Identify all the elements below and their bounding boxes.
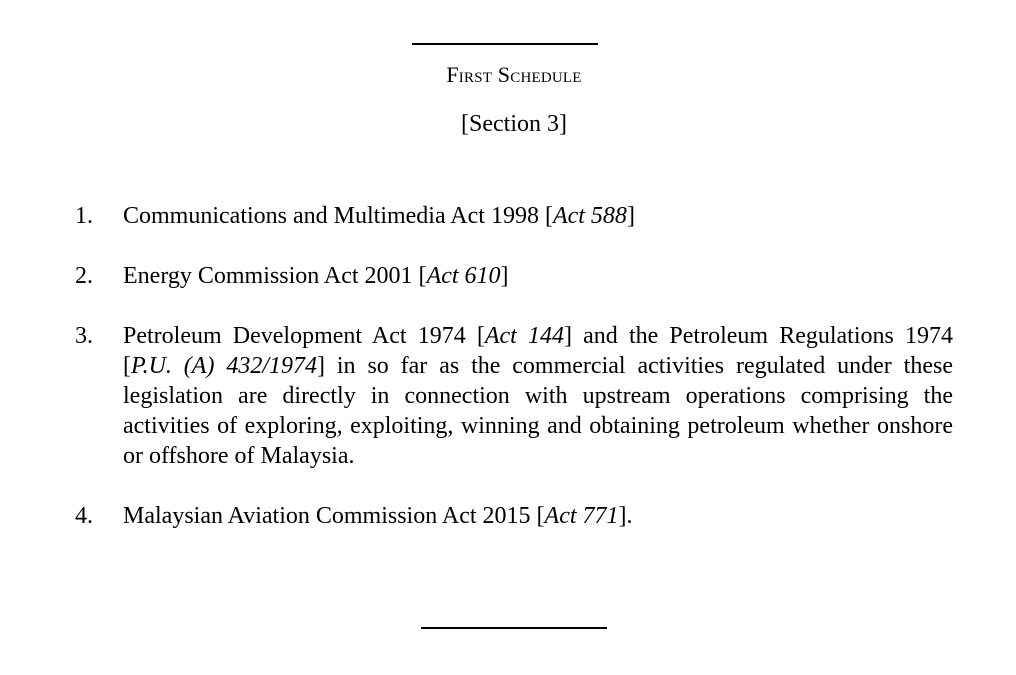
bottom-divider bbox=[421, 627, 607, 629]
item-number: 2. bbox=[75, 263, 93, 289]
list-item bbox=[75, 201, 953, 231]
list-item bbox=[75, 261, 953, 291]
item-text-after: ] bbox=[500, 263, 509, 289]
regulation-reference: P.U. (A) 432/1974 bbox=[131, 353, 317, 379]
item-text bbox=[123, 321, 953, 471]
item-text-before: Malaysian Aviation Commission Act 2015 [ bbox=[123, 503, 545, 529]
act-reference: Act 610 bbox=[426, 263, 501, 289]
item-text-middle: ] and the Petroleum Regulations 1974 [ bbox=[123, 323, 954, 379]
top-divider bbox=[412, 43, 598, 45]
list-item bbox=[75, 321, 953, 471]
item-text bbox=[123, 501, 953, 531]
item-text bbox=[123, 201, 953, 231]
item-number: 1. bbox=[75, 203, 93, 229]
item-number: 3. bbox=[75, 323, 93, 349]
item-text-before: Petroleum Development Act 1974 [ bbox=[123, 323, 485, 349]
act-reference: Act 144 bbox=[484, 323, 564, 349]
item-text-before: Energy Commission Act 2001 [ bbox=[123, 263, 427, 289]
item-text bbox=[123, 261, 953, 291]
act-reference: Act 771 bbox=[544, 503, 619, 529]
item-text-before: Communications and Multimedia Act 1998 [ bbox=[123, 203, 553, 229]
item-text-after: ] bbox=[626, 203, 635, 229]
act-reference: Act 588 bbox=[552, 203, 627, 229]
item-number: 4. bbox=[75, 503, 93, 529]
schedule-title: First Schedule bbox=[446, 62, 582, 87]
item-text-after: ]. bbox=[618, 503, 633, 529]
list-item bbox=[75, 501, 953, 531]
section-reference: [Section 3] bbox=[461, 111, 567, 137]
item-text-after: ] in so far as the commercial activities regulated under these legislation are directly in connection with upstream operations comprising the activities of exploring, exploiting, winning and obtaining petroleum whether onshore or offshore of Malaysia. bbox=[123, 353, 953, 469]
